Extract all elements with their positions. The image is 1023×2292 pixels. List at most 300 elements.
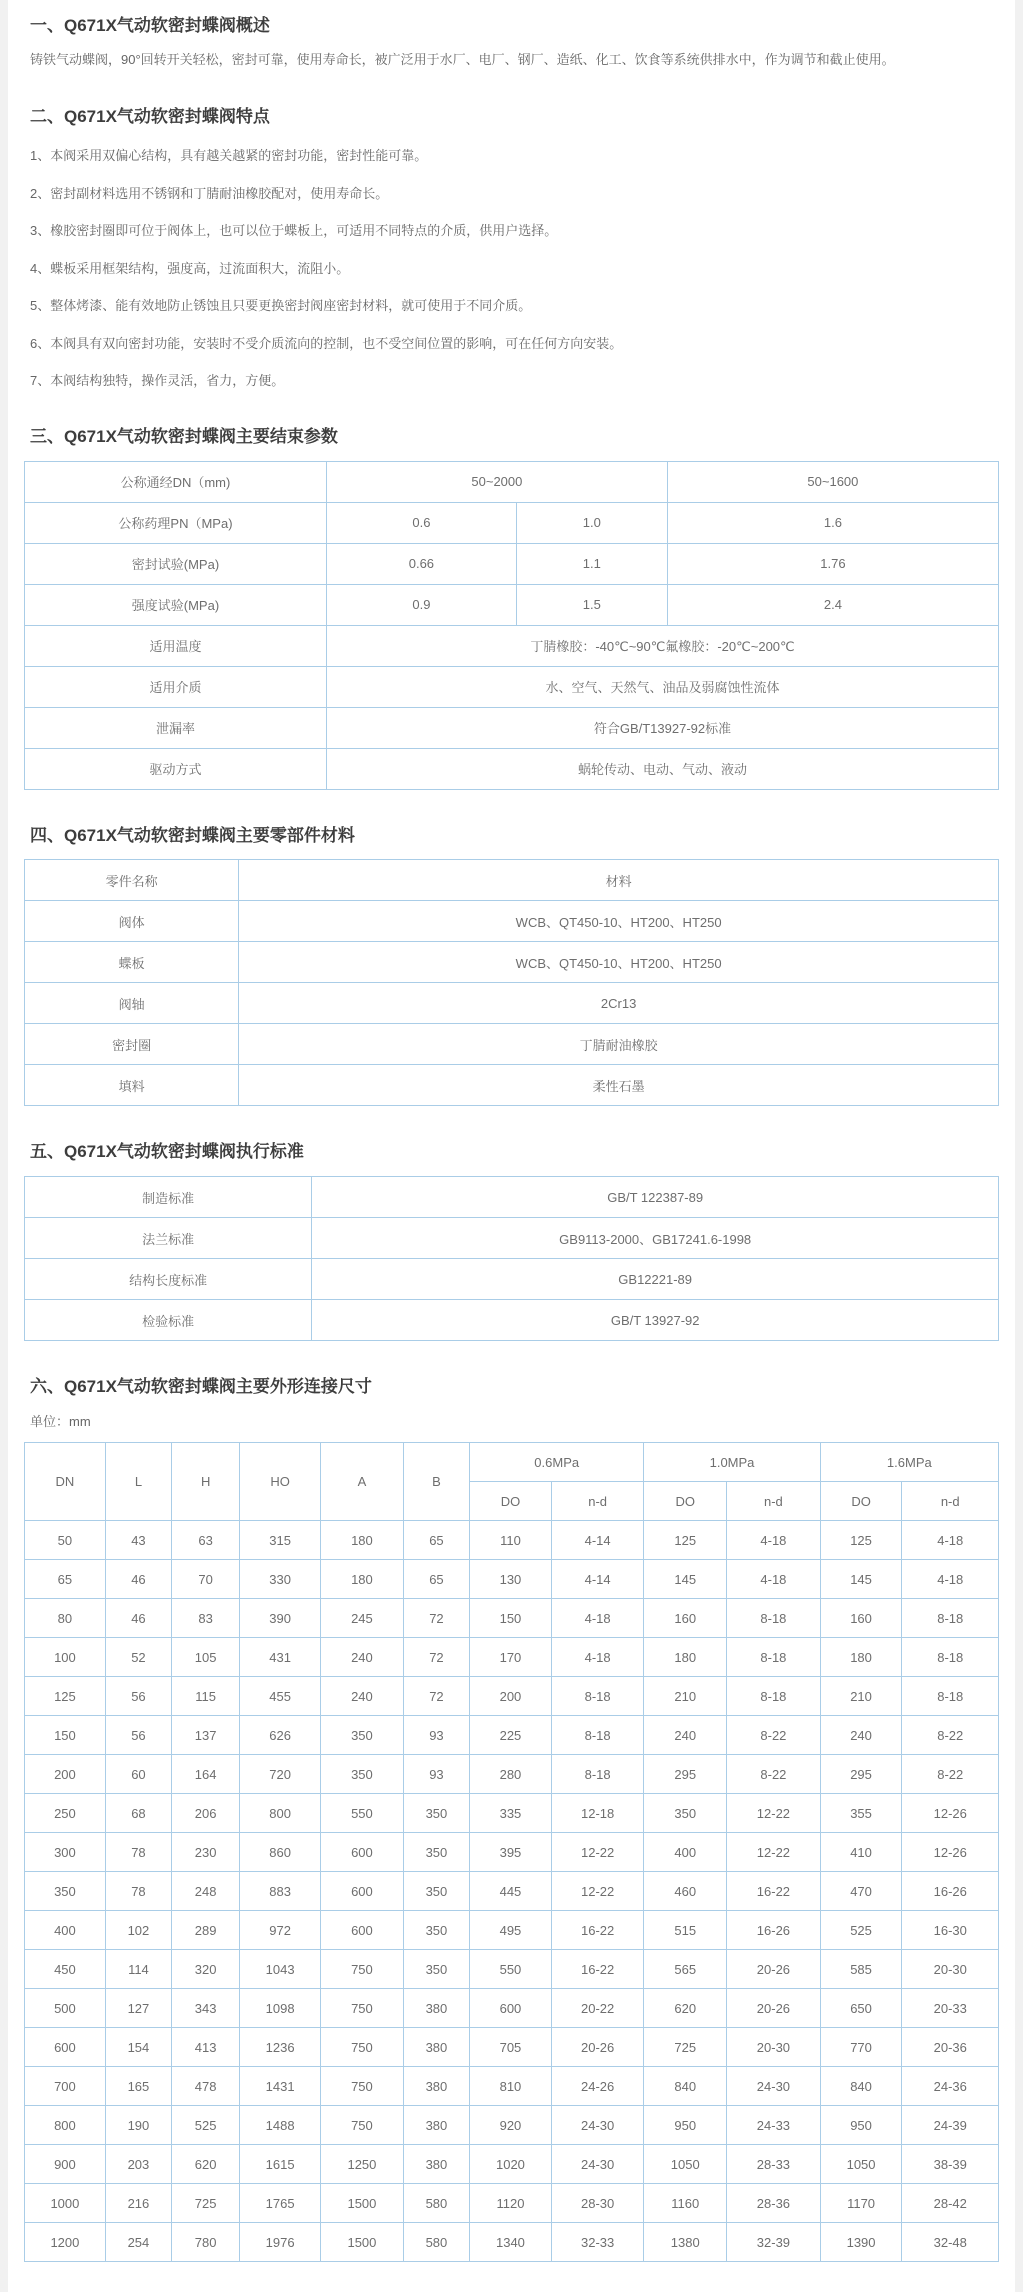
table-cell: 20-36 [902,2028,999,2067]
table-cell: 380 [403,1989,469,2028]
table-cell: 254 [105,2223,171,2262]
table-cell: 445 [470,1872,552,1911]
table-cell: 材料 [239,860,999,901]
section-heading-features: 二、Q671X气动软密封蝶阀特点 [30,106,270,126]
table-cell: 0.6 [326,502,516,543]
table-cell: GB/T 122387-89 [312,1177,999,1218]
table-row [25,860,999,901]
table-cell: 160 [820,1599,902,1638]
table-cell: 525 [172,2106,240,2145]
table-cell: 840 [644,2067,727,2106]
table-cell: 145 [644,1560,727,1599]
table-cell: 8-18 [727,1677,821,1716]
table-cell: 100 [25,1638,106,1677]
feature-item: 3、橡胶密封圈即可位于阀体上，也可以位于蝶板上，可适用不同特点的介质，供用户选择。 [30,223,558,239]
table-cell: 65 [25,1560,106,1599]
table-cell: 8-22 [727,1755,821,1794]
table-cell: 1236 [240,2028,321,2067]
table-cell: 63 [172,1521,240,1560]
table-row [25,1560,999,1599]
table-cell: 550 [321,1794,404,1833]
table-cell: 8-18 [727,1599,821,1638]
table-cell: 200 [25,1755,106,1794]
unit-label: 单位：mm [30,1414,91,1430]
table-cell: 公称药理PN（MPa) [25,502,327,543]
table-cell: 210 [644,1677,727,1716]
table-cell: 24-30 [727,2067,821,2106]
table-cell: 410 [820,1833,902,1872]
table-cell: 470 [820,1872,902,1911]
table-cell: 164 [172,1755,240,1794]
table-cell: 600 [25,2028,106,2067]
table-cell: 1615 [240,2145,321,2184]
table-cell: 4-18 [727,1521,821,1560]
table-cell: 130 [470,1560,552,1599]
feature-item: 6、本阀具有双向密封功能，安装时不受介质流向的控制，也不受空间位置的影响，可在任何方向安装。 [30,335,623,351]
table-cell: B [403,1443,469,1521]
table-cell: 180 [820,1638,902,1677]
table-row [25,942,999,983]
table-cell: 350 [403,1794,469,1833]
table-cell: 4-14 [551,1521,644,1560]
standards-table [24,1176,999,1341]
table-cell: 驱动方式 [25,748,327,789]
table-cell: 1050 [820,2145,902,2184]
table-cell: 1.5 [516,584,667,625]
table-cell: 800 [25,2106,106,2145]
table-cell: 400 [644,1833,727,1872]
table-row [25,1833,999,1872]
table-row [25,1599,999,1638]
table-cell: 750 [321,1950,404,1989]
table-cell: 78 [105,1833,171,1872]
table-cell: 380 [403,2106,469,2145]
table-row [25,2106,999,2145]
table-cell: 1.6 [667,502,998,543]
table-cell: 240 [321,1638,404,1677]
table-cell: DN [25,1443,106,1521]
table-cell: 适用介质 [25,666,327,707]
table-cell: 127 [105,1989,171,2028]
table-row [25,1300,999,1341]
table-cell: 125 [644,1521,727,1560]
table-row [25,2184,999,2223]
table-cell: 110 [470,1521,552,1560]
table-cell: 16-30 [902,1911,999,1950]
table-cell: 900 [25,2145,106,2184]
table-cell: 350 [403,1950,469,1989]
table-cell: 180 [321,1521,404,1560]
table-cell: 395 [470,1833,552,1872]
table-row [25,1177,999,1218]
table-cell: 330 [240,1560,321,1599]
table-cell: 350 [403,1833,469,1872]
table-cell: 1170 [820,2184,902,2223]
table-cell: 24-36 [902,2067,999,2106]
table-cell: 1500 [321,2184,404,2223]
table-cell: n-d [902,1482,999,1521]
table-cell: 160 [644,1599,727,1638]
table-row [25,748,999,789]
table-cell: 1.76 [667,543,998,584]
table-cell: 93 [403,1755,469,1794]
table-cell: 950 [644,2106,727,2145]
table-cell: 860 [240,1833,321,1872]
table-cell: 1120 [470,2184,552,2223]
table-row [25,1521,999,1560]
table-cell: 丁腈耐油橡胶 [239,1024,999,1065]
table-cell: 380 [403,2028,469,2067]
table-cell: 28-42 [902,2184,999,2223]
table-row [25,461,999,502]
table-cell: 705 [470,2028,552,2067]
table-cell: 12-22 [551,1872,644,1911]
table-row [25,2223,999,2262]
table-cell: 52 [105,1638,171,1677]
table-cell: 32-48 [902,2223,999,2262]
table-cell: 125 [820,1521,902,1560]
table-cell: 280 [470,1755,552,1794]
table-row [25,543,999,584]
table-cell: 750 [321,2067,404,2106]
table-cell: 78 [105,1872,171,1911]
table-cell: 289 [172,1911,240,1950]
table-cell: 32-39 [727,2223,821,2262]
table-cell: 2.4 [667,584,998,625]
table-cell: H [172,1443,240,1521]
table-cell: 16-26 [727,1911,821,1950]
table-cell: 46 [105,1599,171,1638]
table-cell: 150 [470,1599,552,1638]
table-cell: 102 [105,1911,171,1950]
table-cell: 泄漏率 [25,707,327,748]
table-cell: 210 [820,1677,902,1716]
content-page [8,0,1015,2292]
table-row [25,1443,999,1482]
table-cell: 1050 [644,2145,727,2184]
table-row [25,584,999,625]
table-cell: 350 [403,1872,469,1911]
table-cell: 1250 [321,2145,404,2184]
feature-item: 7、本阀结构独特，操作灵活，省力，方便。 [30,373,285,389]
table-cell: 24-33 [727,2106,821,2145]
table-cell: L [105,1443,171,1521]
table-cell: 295 [644,1755,727,1794]
table-cell: 16-22 [727,1872,821,1911]
table-cell: 725 [644,2028,727,2067]
table-cell: 355 [820,1794,902,1833]
table-cell: 450 [25,1950,106,1989]
table-cell: 248 [172,1872,240,1911]
table-cell: 460 [644,1872,727,1911]
table-row [25,983,999,1024]
table-cell: 600 [321,1911,404,1950]
table-cell: 216 [105,2184,171,2223]
table-cell: 500 [25,1989,106,2028]
table-cell: 125 [25,1677,106,1716]
table-cell: 1.0MPa [644,1443,820,1482]
table-cell: 结构长度标准 [25,1259,312,1300]
table-cell: 72 [403,1677,469,1716]
table-cell: 350 [403,1911,469,1950]
table-cell: 180 [644,1638,727,1677]
section-heading-materials: 四、Q671X气动软密封蝶阀主要零部件材料 [30,825,355,845]
table-cell: 32-33 [551,2223,644,2262]
overview-text: 铸铁气动蝶阀，90°回转开关轻松，密封可靠，使用寿命长，被广泛用于水厂、电厂、钢厂、造纸、化工、饮食等系统供排水中，作为调节和截止使用。 [30,51,895,67]
table-cell: 适用温度 [25,625,327,666]
table-cell: 8-18 [902,1599,999,1638]
table-cell: 800 [240,1794,321,1833]
table-cell: 28-33 [727,2145,821,2184]
table-cell: 455 [240,1677,321,1716]
table-cell: 626 [240,1716,321,1755]
table-row [25,666,999,707]
table-row [25,1065,999,1106]
table-cell: n-d [727,1482,821,1521]
table-cell: 620 [172,2145,240,2184]
table-cell: 72 [403,1599,469,1638]
table-cell: 190 [105,2106,171,2145]
table-cell: 600 [321,1872,404,1911]
table-cell: 12-26 [902,1794,999,1833]
table-row [25,1911,999,1950]
table-cell: 840 [820,2067,902,2106]
table-cell: 725 [172,2184,240,2223]
table-cell: 16-26 [902,1872,999,1911]
table-row [25,901,999,942]
table-cell: DO [470,1482,552,1521]
table-cell: 阀体 [25,901,239,942]
table-cell: 法兰标准 [25,1218,312,1259]
table-cell: WCB、QT450-10、HT200、HT250 [239,942,999,983]
table-cell: 245 [321,1599,404,1638]
table-cell: 495 [470,1911,552,1950]
table-row [25,2145,999,2184]
table-cell: 8-18 [551,1755,644,1794]
table-cell: 4-18 [727,1560,821,1599]
table-cell: 115 [172,1677,240,1716]
table-cell: 8-22 [902,1755,999,1794]
table-cell: 4-18 [551,1638,644,1677]
table-cell: 550 [470,1950,552,1989]
table-cell: 70 [172,1560,240,1599]
table-row [25,1638,999,1677]
dimensions-table [24,1442,999,2262]
table-cell: 填料 [25,1065,239,1106]
table-cell: 0.66 [326,543,516,584]
feature-list [30,146,999,391]
table-cell: 478 [172,2067,240,2106]
table-cell: 154 [105,2028,171,2067]
table-cell: 20-26 [727,1989,821,2028]
table-row [25,625,999,666]
table-cell: GB9113-2000、GB17241.6-1998 [312,1218,999,1259]
table-cell: 1390 [820,2223,902,2262]
table-cell: 1340 [470,2223,552,2262]
table-cell: 620 [644,1989,727,2028]
table-cell: 380 [403,2067,469,2106]
table-cell: 350 [644,1794,727,1833]
table-cell: 565 [644,1950,727,1989]
table-cell: 46 [105,1560,171,1599]
table-cell: 810 [470,2067,552,2106]
table-cell: 335 [470,1794,552,1833]
feature-item: 4、蝶板采用框架结构，强度高，过流面积大，流阻小。 [30,260,350,276]
table-cell: 20-26 [727,1950,821,1989]
table-cell: 密封圈 [25,1024,239,1065]
table-cell: DO [820,1482,902,1521]
table-cell: 68 [105,1794,171,1833]
table-cell: 390 [240,1599,321,1638]
table-cell: 720 [240,1755,321,1794]
table-cell: 750 [321,2028,404,2067]
table-cell: 250 [25,1794,106,1833]
table-cell: 770 [820,2028,902,2067]
table-cell: 180 [321,1560,404,1599]
table-cell: 1043 [240,1950,321,1989]
section-heading-params: 三、Q671X气动软密封蝶阀主要结束参数 [30,426,338,446]
table-cell: 蜗轮传动、电动、气动、液动 [326,748,998,789]
table-cell: 1380 [644,2223,727,2262]
table-cell: 315 [240,1521,321,1560]
table-cell: 295 [820,1755,902,1794]
table-cell: 431 [240,1638,321,1677]
table-row [25,1989,999,2028]
table-cell: 1098 [240,1989,321,2028]
table-cell: 400 [25,1911,106,1950]
materials-table [24,859,999,1106]
table-cell: 1200 [25,2223,106,2262]
table-cell: 972 [240,1911,321,1950]
table-cell: 8-22 [902,1716,999,1755]
table-cell: HO [240,1443,321,1521]
table-cell: 150 [25,1716,106,1755]
table-row [25,2067,999,2106]
table-cell: 20-30 [727,2028,821,2067]
table-cell: 8-18 [727,1638,821,1677]
table-cell: 700 [25,2067,106,2106]
table-row [25,1259,999,1300]
table-cell: 750 [321,2106,404,2145]
table-cell: 380 [403,2145,469,2184]
table-cell: 105 [172,1638,240,1677]
table-cell: 50~1600 [667,461,998,502]
table-cell: 145 [820,1560,902,1599]
table-row [25,1872,999,1911]
params-table [24,461,999,790]
table-cell: 24-39 [902,2106,999,2145]
table-cell: 50~2000 [326,461,667,502]
table-cell: 4-18 [902,1521,999,1560]
table-cell: 80 [25,1599,106,1638]
table-cell: 1.0 [516,502,667,543]
table-row [25,1716,999,1755]
table-cell: 56 [105,1677,171,1716]
table-cell: 检验标准 [25,1300,312,1341]
table-cell: GB/T 13927-92 [312,1300,999,1341]
table-cell: A [321,1443,404,1521]
table-cell: 580 [403,2184,469,2223]
table-row [25,707,999,748]
section-heading-overview: 一、Q671X气动软密封蝶阀概述 [30,16,270,35]
table-cell: 16-22 [551,1950,644,1989]
table-cell: 强度试验(MPa) [25,584,327,625]
table-cell: 230 [172,1833,240,1872]
table-row [25,502,999,543]
table-cell: 72 [403,1638,469,1677]
table-cell: 600 [470,1989,552,2028]
table-cell: 24-26 [551,2067,644,2106]
table-cell: 1020 [470,2145,552,2184]
table-cell: 515 [644,1911,727,1950]
table-cell: GB12221-89 [312,1259,999,1300]
table-cell: 350 [321,1716,404,1755]
table-cell: 24-30 [551,2106,644,2145]
table-cell: 350 [25,1872,106,1911]
table-cell: 柔性石墨 [239,1065,999,1106]
table-cell: 525 [820,1911,902,1950]
table-cell: 蝶板 [25,942,239,983]
table-cell: 水、空气、天然气、油品及弱腐蚀性流体 [326,666,998,707]
table-cell: 12-22 [551,1833,644,1872]
table-cell: 28-36 [727,2184,821,2223]
table-cell: 883 [240,1872,321,1911]
table-cell: 240 [820,1716,902,1755]
table-row [25,1677,999,1716]
table-cell: 8-18 [902,1638,999,1677]
table-cell: 343 [172,1989,240,2028]
table-cell: 8-18 [902,1677,999,1716]
table-cell: 300 [25,1833,106,1872]
table-cell: 650 [820,1989,902,2028]
table-cell: 12-26 [902,1833,999,1872]
table-cell: 1431 [240,2067,321,2106]
table-row [25,1218,999,1259]
table-cell: 0.9 [326,584,516,625]
feature-item: 5、整体烤漆、能有效地防止锈蚀且只要更换密封阀座密封材料，就可使用于不同介质。 [30,298,532,314]
feature-item: 1、本阀采用双偏心结构，具有越关越紧的密封功能，密封性能可靠。 [30,148,428,164]
table-cell: 制造标准 [25,1177,312,1218]
table-cell: 1488 [240,2106,321,2145]
table-cell: 1160 [644,2184,727,2223]
table-cell: 1976 [240,2223,321,2262]
table-cell: 1.6MPa [820,1443,998,1482]
table-cell: 750 [321,1989,404,2028]
table-cell: 43 [105,1521,171,1560]
table-cell: 28-30 [551,2184,644,2223]
table-cell: 16-22 [551,1911,644,1950]
table-cell: 符合GB/T13927-92标准 [326,707,998,748]
table-cell: 240 [644,1716,727,1755]
table-cell: 56 [105,1716,171,1755]
table-cell: 65 [403,1560,469,1599]
table-cell: 920 [470,2106,552,2145]
table-cell: 165 [105,2067,171,2106]
table-cell: 12-18 [551,1794,644,1833]
section-heading-standards: 五、Q671X气动软密封蝶阀执行标准 [30,1142,304,1162]
table-cell: 950 [820,2106,902,2145]
table-cell: 206 [172,1794,240,1833]
table-row [25,1755,999,1794]
table-row [25,1024,999,1065]
table-row [25,1794,999,1833]
table-cell: 阀轴 [25,983,239,1024]
table-row [25,1950,999,1989]
table-cell: 600 [321,1833,404,1872]
table-cell: 413 [172,2028,240,2067]
table-cell: 8-18 [551,1716,644,1755]
table-cell: 4-18 [551,1599,644,1638]
